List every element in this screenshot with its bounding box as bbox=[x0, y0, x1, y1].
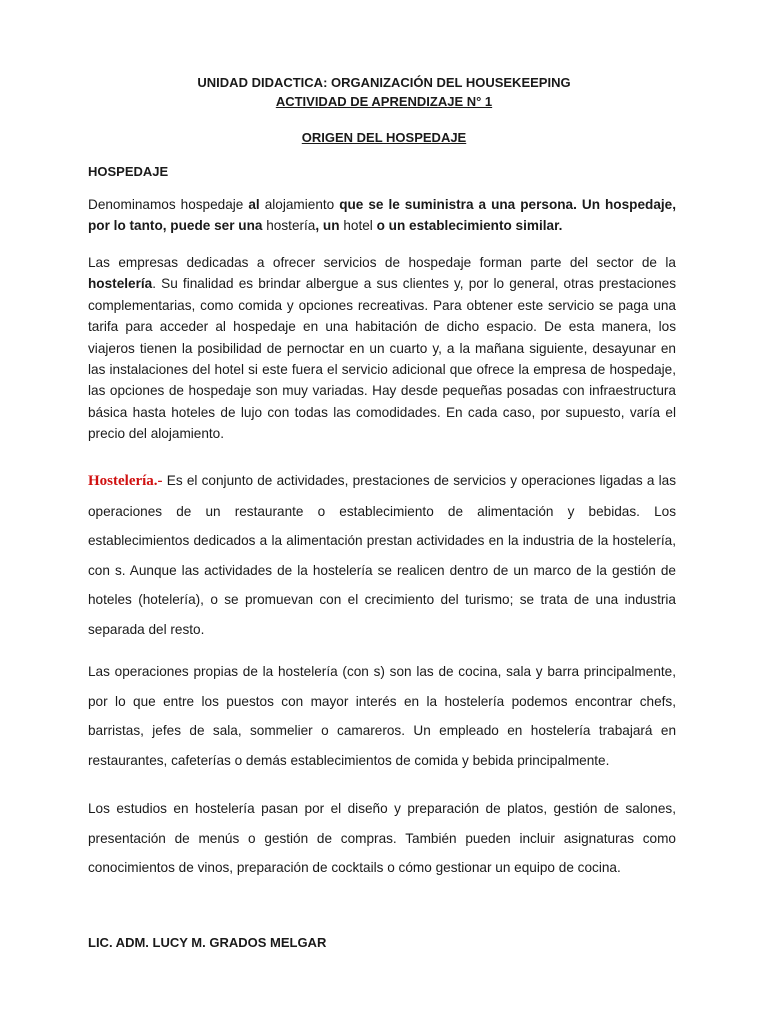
author-signature: LIC. ADM. LUCY M. GRADOS MELGAR bbox=[88, 935, 327, 950]
hosteleria-p1-text: Es el conjunto de actividades, prestaciones de servicios y operaciones ligadas a las operaciones de un restaurante o establecimiento de alimentación y bebidas. Los establecimientos dedicados a la alimentación prestan actividades en la industria de la hostelería, con s. Aunque las actividades de la hostelería se realicen dentro de un marco de la gestión de hoteles (hotelería), o se promuevan con el crecimiento del turismo; se trata de una industria separada del resto. bbox=[88, 473, 676, 637]
hosteleria-definition-paragraph bbox=[88, 466, 676, 645]
hosteleria-term: Hostelería.- bbox=[88, 473, 163, 489]
p2-text-1: Las empresas dedicadas a ofrecer servicios de hospedaje forman parte del sector de la bbox=[88, 255, 676, 270]
p1-text-7: hotel bbox=[339, 218, 377, 234]
p1-text-6: , un bbox=[315, 218, 340, 234]
p2-text-2: hostelería bbox=[88, 276, 153, 292]
p1-text-4: que se le suministra a una persona. Un hospedaje, por lo tanto, puede ser una bbox=[88, 197, 676, 234]
p1-text-8: o un establecimiento similar. bbox=[376, 218, 563, 234]
unit-title: UNIDAD DIDACTICA: ORGANIZACIÓN DEL HOUSEKEEPING bbox=[197, 75, 571, 90]
p2-text-3: . Su finalidad es brindar albergue a sus clientes y, por lo general, otras prestaciones complementarias, como comida y opciones recreativas. Para obtener este servicio se paga una tarifa para acceder al hospedaje en una habitación de dicho espacio. De esta manera, los viajeros tienen la posibilidad de pernoctar en un cuarto y, a la mañana siguiente, desayunar en las instalaciones del hotel si este fuera el servicio adicional que ofrece la empresa de hospedaje, las opciones de hospedaje son muy variadas. Hay desde pequeñas posadas con infraestructura básica hasta hoteles de lujo con todas las comodidades. En cada caso, por supuesto, varía el precio del alojamiento. bbox=[88, 276, 676, 442]
hospedaje-empresas-paragraph bbox=[88, 252, 676, 445]
p1-text-1: Denominamos hospedaje bbox=[88, 197, 249, 212]
activity-title bbox=[0, 94, 768, 109]
section-title bbox=[0, 130, 768, 145]
p1-text-2: al bbox=[248, 197, 260, 212]
hosteleria-operaciones-paragraph: Las operaciones propias de la hostelería (con s) son las de cocina, sala y barra principalmente, por lo que entre los puestos con mayor interés en la hostelería podemos encontrar chefs, barristas, jefes de sala, sommelier o camareros. Un empleado en hostelería trabajará en restaurantes, cafeterías o demás establecimientos de comida y bebida principalmente. bbox=[88, 664, 676, 768]
section-title-text: ORIGEN DEL HOSPEDAJE bbox=[301, 130, 467, 145]
hosteleria-estudios-paragraph: Los estudios en hostelería pasan por el diseño y preparación de platos, gestión de salones, presentación de menús o gestión de compras. También pueden incluir asignaturas como conocimientos de vinos, preparación de cocktails o cómo gestionar un equipo de cocina. bbox=[88, 801, 676, 876]
hospedaje-heading: HOSPEDAJE bbox=[88, 164, 169, 179]
hospedaje-definition-paragraph bbox=[88, 194, 676, 237]
p1-text-3: alojamiento bbox=[259, 197, 340, 212]
activity-title-text: ACTIVIDAD DE APRENDIZAJE N° 1 bbox=[275, 94, 493, 109]
p1-text-5: hostería bbox=[262, 218, 316, 234]
